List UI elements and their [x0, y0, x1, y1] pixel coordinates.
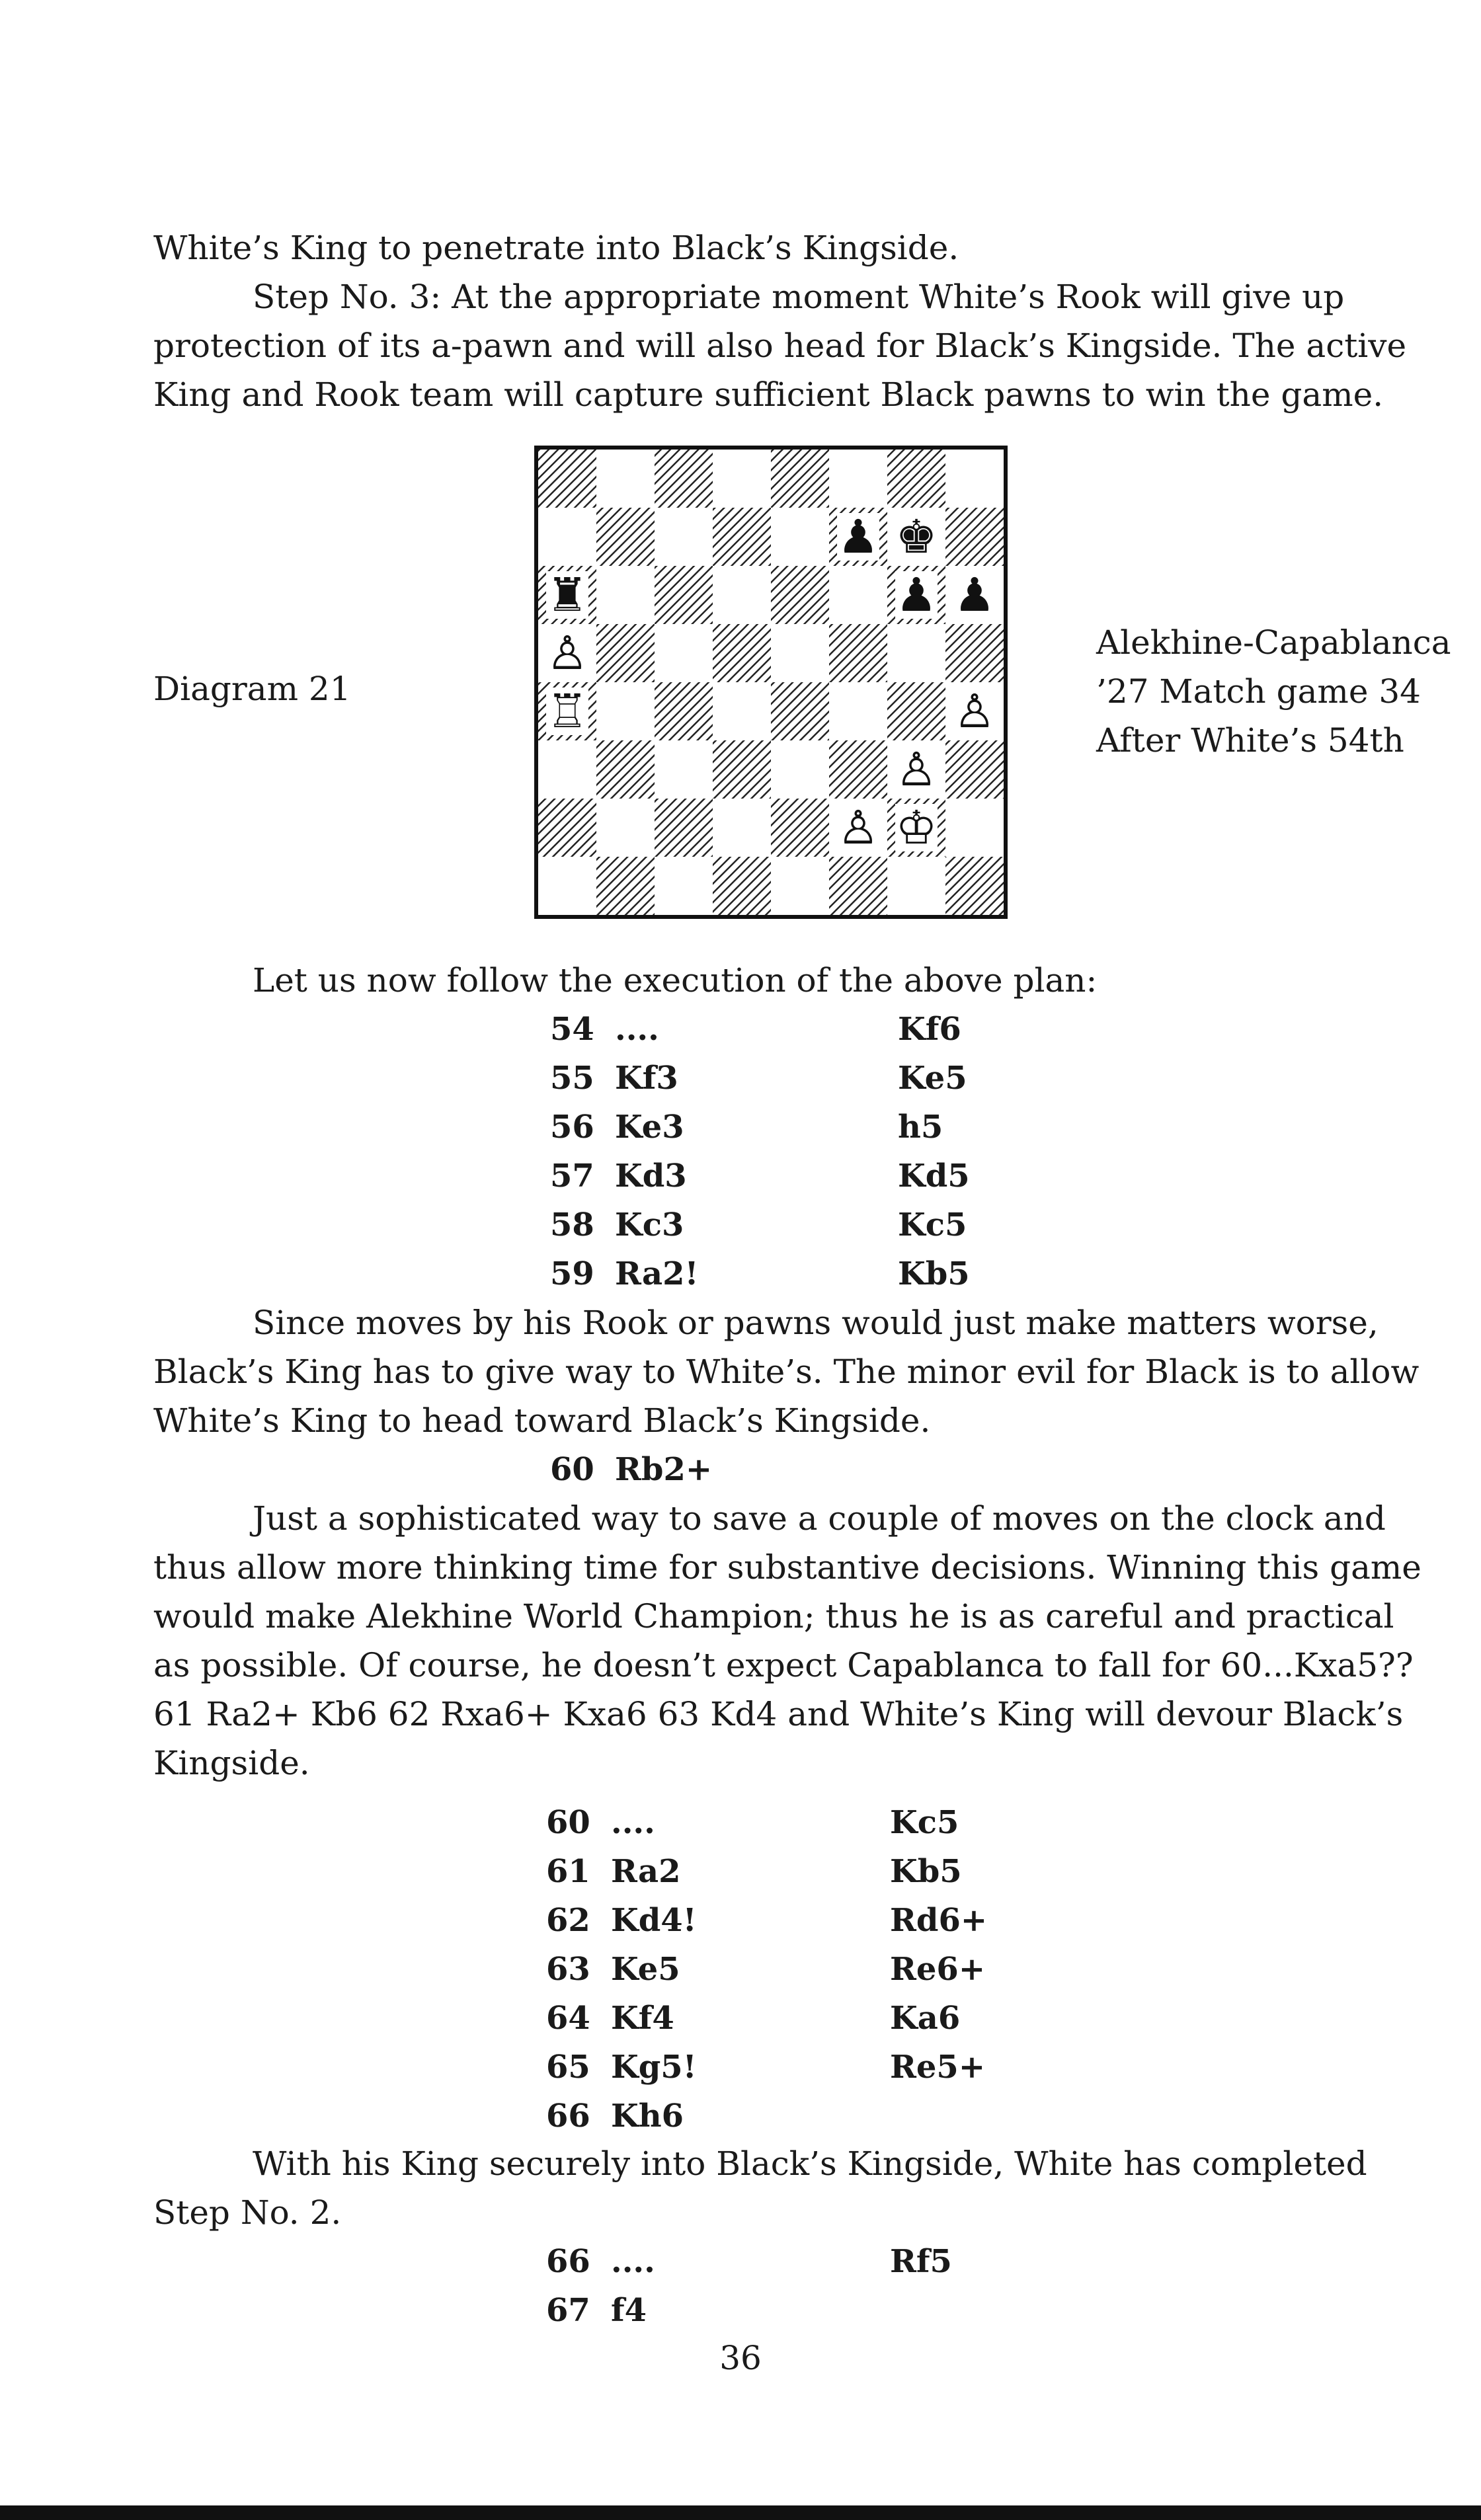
black-move: Kf6	[898, 1011, 961, 1048]
black-king-icon: ♚	[895, 510, 938, 564]
square-h1	[945, 857, 1004, 915]
move-row	[550, 1005, 1013, 1054]
move-row	[546, 2237, 1009, 2286]
square-h8	[945, 450, 1004, 508]
move-list-3	[546, 1798, 1009, 2141]
diagram-label: Diagram 21	[153, 670, 351, 708]
white-move: Rb2+	[615, 1451, 713, 1488]
square-c6	[655, 566, 713, 624]
move-row	[546, 2043, 1009, 2092]
caption-line-3: After White’s 54th	[1096, 721, 1404, 760]
square-g8	[887, 450, 945, 508]
move-number: 61	[546, 1853, 590, 1890]
move-row	[550, 1445, 1013, 1494]
black-rook-icon: ♜	[546, 568, 588, 622]
move-number: 54	[550, 1011, 594, 1048]
square-f1	[829, 857, 887, 915]
white-pawn-icon: ♙	[546, 626, 588, 680]
move-number: 56	[550, 1109, 594, 1146]
square-h5	[945, 624, 1004, 682]
white-move: Kc3	[615, 1206, 684, 1243]
move-row	[546, 2286, 1009, 2335]
square-d5	[713, 624, 771, 682]
move-number: 66	[546, 2098, 590, 2135]
white-move: Kh6	[611, 2098, 684, 2135]
move-number: 62	[546, 1902, 590, 1939]
square-d3	[713, 740, 771, 799]
chess-board-svg	[538, 450, 1004, 915]
move-list-4	[546, 2237, 1009, 2335]
white-move: Kd3	[615, 1158, 687, 1195]
square-e8	[771, 450, 829, 508]
black-move: Re6+	[890, 1951, 986, 1988]
move-number: 67	[546, 2292, 590, 2329]
white-move: Ra2!	[615, 1255, 699, 1292]
white-move: Kf3	[615, 1060, 678, 1097]
square-e7	[771, 508, 829, 566]
chess-board	[534, 446, 1008, 919]
square-c7	[655, 508, 713, 566]
paragraph-3: Let us now follow the execution of the above plan:	[253, 961, 1098, 1000]
square-b4	[596, 682, 655, 740]
move-row	[550, 1103, 1013, 1152]
black-move: Kc5	[890, 1804, 959, 1841]
move-row	[550, 1249, 1013, 1298]
square-d2	[713, 799, 771, 857]
black-move: Rf5	[890, 2243, 952, 2280]
black-move: Kd5	[898, 1158, 970, 1195]
square-b3	[596, 740, 655, 799]
white-move: Ke5	[611, 1951, 680, 1988]
square-e3	[771, 740, 829, 799]
move-number: 60	[550, 1451, 594, 1488]
square-g5	[887, 624, 945, 682]
square-c2	[655, 799, 713, 857]
move-number: 59	[550, 1255, 594, 1292]
square-b1	[596, 857, 655, 915]
square-a2	[538, 799, 596, 857]
black-move: Kb5	[898, 1255, 970, 1292]
move-row	[546, 1896, 1009, 1945]
white-move: Kd4!	[611, 1902, 697, 1939]
white-move: Ke3	[615, 1109, 684, 1146]
move-number: 55	[550, 1060, 594, 1097]
white-rook-icon: ♖	[546, 684, 588, 738]
square-g4	[887, 682, 945, 740]
move-row	[550, 1201, 1013, 1249]
white-move: Kg5!	[611, 2049, 697, 2086]
square-f6	[829, 566, 887, 624]
black-move: Kc5	[898, 1206, 967, 1243]
square-b8	[596, 450, 655, 508]
move-number: 63	[546, 1951, 590, 1988]
square-e1	[771, 857, 829, 915]
white-move: ....	[611, 1804, 655, 1841]
black-move: Re5+	[890, 2049, 986, 2086]
diagram-caption	[1096, 618, 1451, 765]
square-f4	[829, 682, 887, 740]
square-c1	[655, 857, 713, 915]
black-move: Kb5	[890, 1853, 962, 1890]
square-a7	[538, 508, 596, 566]
caption-line-2: ’27 Match game 34	[1096, 672, 1421, 711]
black-pawn-icon: ♟	[837, 510, 879, 564]
move-row	[546, 1945, 1009, 1994]
move-number: 65	[546, 2049, 590, 2086]
caption-line-1: Alekhine-Capablanca	[1096, 623, 1451, 662]
move-row	[546, 1798, 1009, 1847]
white-move: Ra2	[611, 1853, 681, 1890]
square-d6	[713, 566, 771, 624]
square-c5	[655, 624, 713, 682]
black-move: h5	[898, 1109, 943, 1146]
black-pawn-icon: ♟	[953, 568, 996, 622]
white-pawn-icon: ♙	[895, 742, 938, 797]
white-pawn-icon: ♙	[953, 684, 996, 738]
square-e5	[771, 624, 829, 682]
square-a3	[538, 740, 596, 799]
square-b7	[596, 508, 655, 566]
square-h3	[945, 740, 1004, 799]
square-f5	[829, 624, 887, 682]
move-row	[550, 1152, 1013, 1201]
square-d1	[713, 857, 771, 915]
square-c3	[655, 740, 713, 799]
move-number: 64	[546, 2000, 590, 2037]
paragraph-5: Just a sophisticated way to save a couple of moves on the clock and thus allow more thinking time for substantive decisions. Winning this game would make Alekhine World Champion; thus he is as careful and practical as possible. Of course, he doesn’t expect Capablanca to fall for 60...Kxa5?? 61 Ra2+ Kb6 62 Rxa6+ Kxa6 63 Kd4 and White’s King will devour Black’s Kingside.	[153, 1499, 1421, 1782]
paragraph-6: With his King securely into Black’s Kingside, White has completed Step No. 2.	[153, 2145, 1367, 2232]
square-h2	[945, 799, 1004, 857]
move-row	[546, 1847, 1009, 1896]
white-move: ....	[615, 1011, 659, 1048]
bottom-edge-rule	[0, 2505, 1481, 2520]
square-a8	[538, 450, 596, 508]
paragraph-2: Step No. 3: At the appropriate moment White’s Rook will give up protection of its a-pawn and will also head for Black’s Kingside. The active King and Rook team will capture sufficient Black pawns to win the game.	[153, 278, 1407, 414]
square-d7	[713, 508, 771, 566]
move-list-2	[550, 1445, 1013, 1494]
move-row	[550, 1054, 1013, 1103]
white-move: f4	[611, 2292, 647, 2329]
square-h7	[945, 508, 1004, 566]
black-pawn-icon: ♟	[895, 568, 938, 622]
move-row	[546, 2092, 1009, 2141]
square-g1	[887, 857, 945, 915]
move-row	[546, 1994, 1009, 2043]
square-c4	[655, 682, 713, 740]
white-move: Kf4	[611, 2000, 674, 2037]
black-move: Rd6+	[890, 1902, 988, 1939]
square-b2	[596, 799, 655, 857]
move-number: 57	[550, 1158, 594, 1195]
square-f3	[829, 740, 887, 799]
square-f8	[829, 450, 887, 508]
square-e2	[771, 799, 829, 857]
black-move: Ka6	[890, 2000, 961, 2037]
move-number: 60	[546, 1804, 590, 1841]
square-d4	[713, 682, 771, 740]
paragraph-1: White’s King to penetrate into Black’s Kingside.	[153, 229, 959, 267]
move-number: 66	[546, 2243, 590, 2280]
white-king-icon: ♔	[895, 801, 938, 855]
square-a1	[538, 857, 596, 915]
square-b6	[596, 566, 655, 624]
square-b5	[596, 624, 655, 682]
move-number: 58	[550, 1206, 594, 1243]
white-move: ....	[611, 2243, 655, 2280]
square-e6	[771, 566, 829, 624]
square-d8	[713, 450, 771, 508]
square-e4	[771, 682, 829, 740]
page-number: 36	[719, 2339, 762, 2377]
black-move: Ke5	[898, 1060, 967, 1097]
white-pawn-icon: ♙	[837, 801, 879, 855]
paragraph-4: Since moves by his Rook or pawns would just make matters worse, Black’s King has to give way to White’s. The minor evil for Black is to allow White’s King to head toward Black’s Kingside.	[153, 1304, 1420, 1440]
square-c8	[655, 450, 713, 508]
move-list-1	[550, 1005, 1013, 1298]
